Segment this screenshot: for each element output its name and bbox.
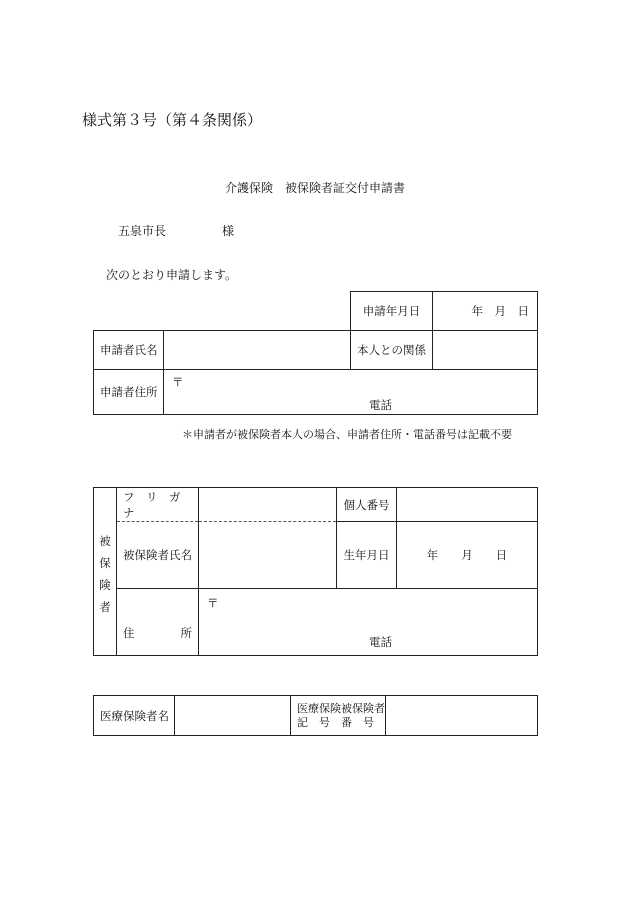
insured-address-label: 住 所 [117, 589, 199, 656]
personal-number-label: 個人番号 [337, 488, 397, 522]
addressee-honorific: 様 [222, 224, 235, 238]
birthdate-field[interactable]: 年 月 日 [397, 522, 538, 589]
applicant-address-label: 申請者住所 [94, 370, 164, 415]
document-title: 介護保険 被保険者証交付申請書 [224, 181, 405, 195]
medical-insured-number-field[interactable] [386, 696, 538, 736]
application-date-label: 申請年月日 [351, 292, 433, 331]
postal-mark-insured: 〒 [207, 596, 219, 610]
furigana-label: フ リ ガ ナ [117, 488, 199, 522]
medical-insured-number-label: 医療保険被保険者 記 号 番 号 [291, 696, 386, 736]
insured-phone-label: 電話 [369, 635, 392, 649]
insured-address-field[interactable] [199, 589, 538, 656]
postal-mark: 〒 [172, 375, 184, 389]
medical-insurance-table [93, 695, 538, 736]
applicant-address-field[interactable] [164, 370, 538, 415]
intro-text: 次のとおり申請します。 [106, 268, 238, 282]
note-text: ＊申請者が被保険者本人の場合、申請者住所・電話番号は記載不要 [182, 428, 512, 441]
furigana-field[interactable] [199, 488, 337, 522]
insured-table [93, 487, 538, 656]
phone-label: 電話 [369, 398, 392, 412]
addressee: 五泉市長 [118, 224, 167, 238]
blank-cell [94, 292, 351, 331]
personal-number-field[interactable] [397, 488, 538, 522]
applicant-name-label: 申請者氏名 [94, 331, 164, 370]
medical-insurer-label: 医療保険者名 [94, 696, 175, 736]
insured-name-label: 被保険者氏名 [117, 522, 199, 589]
applicant-table [93, 291, 538, 415]
relationship-label: 本人との関係 [351, 331, 433, 370]
applicant-name-field[interactable] [164, 331, 351, 370]
application-date-field[interactable]: 年 月 日 [433, 292, 538, 331]
birthdate-label: 生年月日 [337, 522, 397, 589]
insured-name-field[interactable] [199, 522, 337, 589]
insured-section-label: 被 保 険 者 [94, 488, 117, 656]
medical-insurer-field[interactable] [175, 696, 291, 736]
relationship-field[interactable] [433, 331, 538, 370]
form-number: 様式第３号（第４条関係） [82, 111, 263, 129]
